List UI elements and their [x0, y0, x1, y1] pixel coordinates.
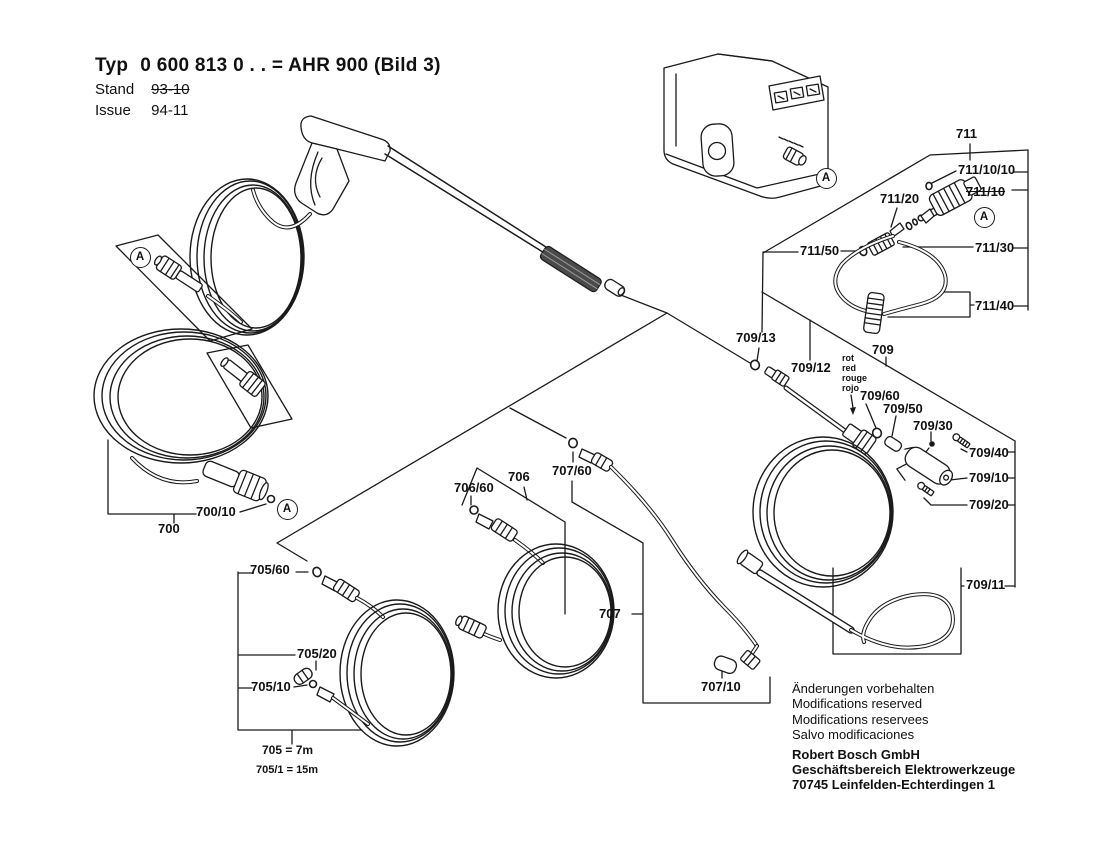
part-callout: 709/40: [969, 445, 1009, 460]
footer-note-line: Modifications reserved: [792, 696, 923, 712]
hose-709-11-wand: [735, 549, 952, 648]
title-block: [95, 55, 441, 119]
part-callout: 711/10: [966, 184, 1006, 199]
o-ring-705-10: [310, 681, 317, 688]
part-callout: 707/60: [552, 463, 592, 478]
issue-label: Issue: [95, 102, 131, 119]
group-709: [735, 359, 970, 648]
footer-company-line: 70745 Leinfelden-Echterdingen 1: [792, 777, 996, 793]
modification-notes: [792, 681, 1015, 743]
nozzle-holder-709-10: [891, 442, 957, 502]
part-callout: 709/20: [969, 497, 1009, 512]
hose-700-coupling: [200, 456, 271, 503]
page-title: [95, 55, 441, 77]
typ-label: Typ: [95, 55, 129, 76]
o-ring-706-60: [470, 506, 478, 514]
part-callout: 705/1 = 15m: [256, 764, 319, 776]
part-callout: 709/11: [966, 577, 1006, 592]
screw-709-20: [916, 481, 934, 497]
color-note-line: rouge: [842, 373, 868, 383]
part-callout: 700/10: [196, 504, 236, 519]
circled-letter-marker: A: [130, 247, 151, 268]
part-callout: 707/10: [701, 679, 741, 694]
footer-company-line: Robert Bosch GmbH: [792, 746, 920, 762]
part-callout: 705 = 7m: [262, 743, 314, 757]
lance-knurled-grip: [539, 245, 603, 293]
o-ring-709-13: [749, 359, 760, 371]
lance-707-assembly: [569, 438, 761, 675]
elbow-fitting-707: [740, 650, 761, 670]
part-callout: 705/10: [251, 679, 291, 694]
part-callout: 709/13: [736, 330, 776, 345]
hose-700-assembly: [94, 329, 292, 503]
circled-letter-marker: A: [277, 499, 298, 520]
color-note-line: rot: [842, 353, 854, 363]
part-callout: 706: [508, 469, 530, 484]
color-note-line: red: [842, 363, 857, 373]
o-ring-707-60: [569, 438, 577, 447]
part-callout: 706/60: [454, 480, 494, 495]
footer-note-line: Modifications reservees: [792, 711, 929, 727]
circled-letter-marker: A: [974, 207, 995, 228]
part-callout: 709/10: [969, 470, 1009, 485]
model-name: AHR 900 (Bild 3): [288, 55, 441, 76]
spray-gun-assembly: [116, 116, 627, 341]
footer-note-line: Salvo modificaciones: [792, 727, 915, 743]
footer-block: [792, 681, 1015, 793]
typ-number: 0 600 813 0 . .: [140, 55, 267, 76]
color-note: [842, 353, 867, 393]
o-ring-700-10: [268, 496, 275, 503]
footer-company-line: Geschäftsbereich Elektrowerkzeuge: [792, 762, 1016, 778]
screw-709-30: [929, 441, 935, 447]
handle-cutout: [700, 123, 735, 177]
part-callout: 709/60: [860, 388, 900, 403]
hose-706-bottom-fitting: [454, 613, 488, 639]
part-callout: 711/50: [800, 243, 840, 258]
part-callout: 709: [872, 342, 894, 357]
footer-note-line: Änderungen vorbehalten: [792, 681, 935, 696]
stand-label: Stand: [95, 81, 135, 98]
stand-row: [95, 81, 441, 98]
pressure-washer-unit: [664, 54, 828, 198]
o-ring-705-60: [312, 566, 323, 577]
part-callout: 711/20: [880, 191, 920, 206]
stand-value: 93-10: [151, 81, 190, 98]
part-callout: 711/10/10: [958, 162, 1016, 177]
cap-707-10: [713, 654, 738, 675]
company-address: [792, 747, 1015, 793]
lance-tube: [385, 146, 549, 254]
part-callout: 711/30: [975, 240, 1015, 255]
screw-709-40: [952, 433, 971, 449]
part-callout: 711/40: [975, 298, 1015, 313]
equals-sign: =: [271, 55, 284, 76]
circled-letter-marker: A: [816, 168, 837, 189]
part-callout: 709/30: [913, 418, 953, 433]
issue-row: [95, 102, 441, 119]
issue-value: 94-11: [151, 102, 189, 119]
part-callout: 707: [599, 606, 621, 621]
gun-grip: [295, 143, 349, 215]
part-callout: 709/12: [791, 360, 831, 375]
o-ring-711-10-10: [926, 182, 932, 189]
part-callout: 709/50: [883, 401, 923, 416]
color-note-line: rojo: [842, 383, 859, 393]
part-callout: 705/60: [250, 562, 290, 577]
part-callout: 711: [956, 126, 977, 141]
hose-706-assembly: [454, 506, 614, 678]
insert-709-50: [883, 435, 903, 453]
part-callout: 705/20: [297, 646, 337, 661]
part-callout: 700: [158, 521, 180, 536]
